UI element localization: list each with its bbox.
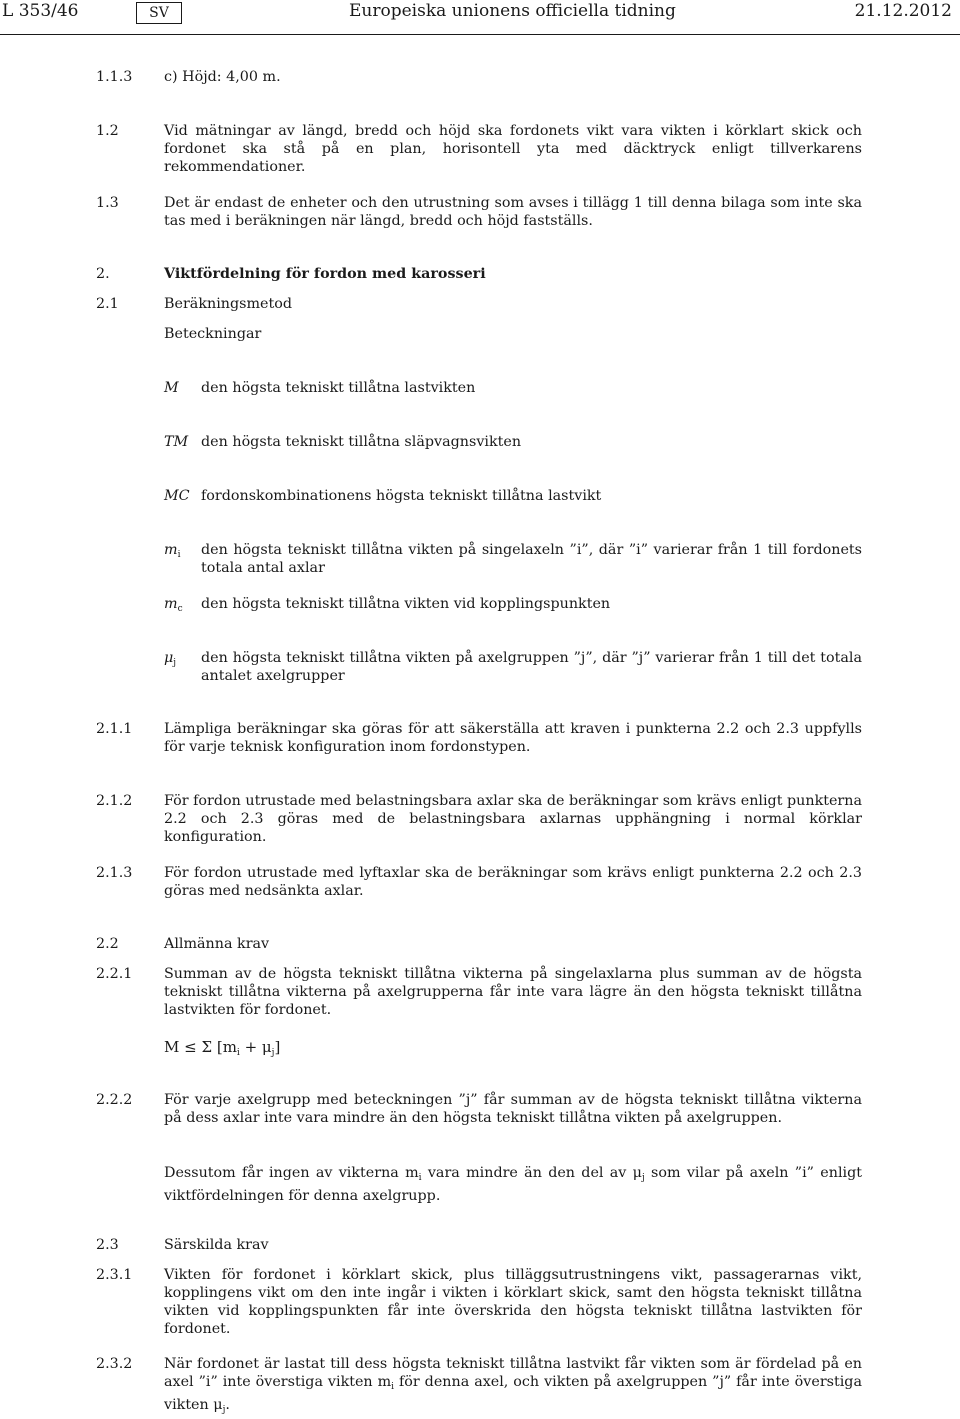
section-number: 2.1.3 [96,865,133,881]
section-text: För fordon utrustade med belastningsbara axlar ska de beräkningar som krävs enligt punkterna 2.2 och 2.3 göras med de belastningsbara axlarnas upphängning i normal körklar konfiguration. [164,793,862,845]
notation-symbol: $m_i$ [164,542,181,560]
section-title: Viktfördelning för fordon med karosseri [164,266,486,282]
notation-heading-text: Beteckningar [164,326,262,342]
notation-definition: fordonskombinationens högsta tekniskt tillåtna lastvikt [201,488,602,504]
section-text: Dessutom får ingen av vikterna $m_i$ vara mindre än den del av $\mu_j$ som vilar på axeln ”i” enligt viktfördelningen för denna axelgrupp. [164,1165,862,1204]
section-text: För varje axelgrupp med beteckningen ”j” får summan av de högsta tekniskt tillåtna vikterna på dess axlar inte vara mindre än den högsta tekniskt tillåtna vikten på axelgruppen. [164,1092,862,1126]
section-number: 2.3 [96,1237,119,1253]
section-number: 2.2.1 [96,966,133,982]
section-number: 2.1.1 [96,721,133,737]
section-number: 2.1 [96,296,119,312]
notation-symbol: $m_c$ [164,596,183,614]
notation-symbol: M [164,380,179,396]
section-number: 2.2 [96,936,119,952]
formula-text: M ≤ Σ $[m_i + \mu_j]$ [164,1038,281,1058]
section-text: Det är endast de enheter och den utrustning som avses i tillägg 1 till denna bilaga som inte ska tas med i beräkningen när längd, bredd och höjd fastställs. [164,195,862,229]
section-number: 1.2 [96,123,119,139]
section-number: 2.3.1 [96,1267,133,1283]
notation-definition: den högsta tekniskt tillåtna släpvagnsvikten [201,434,522,450]
notation-symbol: TM [164,434,189,450]
section-text: Vid mätningar av längd, bredd och höjd ska fordonets vikt vara vikten i körklart skick och fordonet ska stå på en plan, horisontell yta med däcktryck enligt tillverkarens rekommendationer. [164,123,862,175]
notation-symbol: MC [164,488,190,504]
section-text: Lämpliga beräkningar ska göras för att säkerställa att kraven i punkterna 2.2 och 2.3 uppfylls för varje teknisk konfiguration inom fordonstypen. [164,721,862,755]
section-title: Allmänna krav [164,936,270,952]
publication-date: 21.12.2012 [854,1,952,21]
section-number: 2. [96,266,110,282]
section-title: Beräkningsmetod [164,296,292,312]
section-number: 2.2.2 [96,1092,133,1108]
section-text: c) Höjd: 4,00 m. [164,69,281,85]
header-rule [0,34,960,35]
section-text: Summan av de högsta tekniskt tillåtna vikterna på singelaxlarna plus summan av de högsta tekniskt tillåtna vikterna på axelgrupperna får inte vara lägre än den högsta tekniskt tillåtna lastvikten för fordonet. [164,966,862,1018]
section-number: 1.3 [96,195,119,211]
page-reference: L 353/46 [2,1,79,21]
notation-definition: den högsta tekniskt tillåtna vikten på axelgruppen ”j”, där ”j” varierar från 1 till det totala antalet axelgrupper [201,650,862,684]
section-text: Vikten för fordonet i körklart skick, plus tilläggsutrustningens vikt, passagerarnas vikt, kopplingens vikt om den inte ingår i vikten i körklart skick, samt den högsta tekniskt tillåtna vikten vid kopplingspunkten får inte överskrida den högsta tekniskt tillåtna lastvikten för fordonet. [164,1267,862,1337]
section-title: Särskilda krav [164,1237,269,1253]
section-text: För fordon utrustade med lyftaxlar ska de beräkningar som krävs enligt punkterna 2.2 och 2.3 göras med nedsänkta axlar. [164,865,862,899]
journal-title: Europeiska unionens officiella tidning [349,1,676,21]
section-number: 2.3.2 [96,1356,133,1372]
notation-definition: den högsta tekniskt tillåtna vikten på singelaxeln ”i”, där ”i” varierar från 1 till fordonets totala antal axlar [201,542,862,576]
section-number: 1.1.3 [96,69,133,85]
section-text: När fordonet är lastat till dess högsta tekniskt tillåtna lastvikt får vikten som är fördelad på en axel ”i” inte överstiga vikten $m_i$ för denna axel, och vikten på axelgruppen ”j” får inte överstiga vikten $\mu_j$. [164,1356,862,1415]
notation-symbol: $\mu_j$ [164,650,177,668]
notation-definition: den högsta tekniskt tillåtna lastvikten [201,380,476,396]
section-number: 2.1.2 [96,793,133,809]
language-badge: SV [136,2,182,24]
notation-definition: den högsta tekniskt tillåtna vikten vid kopplingspunkten [201,596,611,612]
page-header [0,2,960,26]
